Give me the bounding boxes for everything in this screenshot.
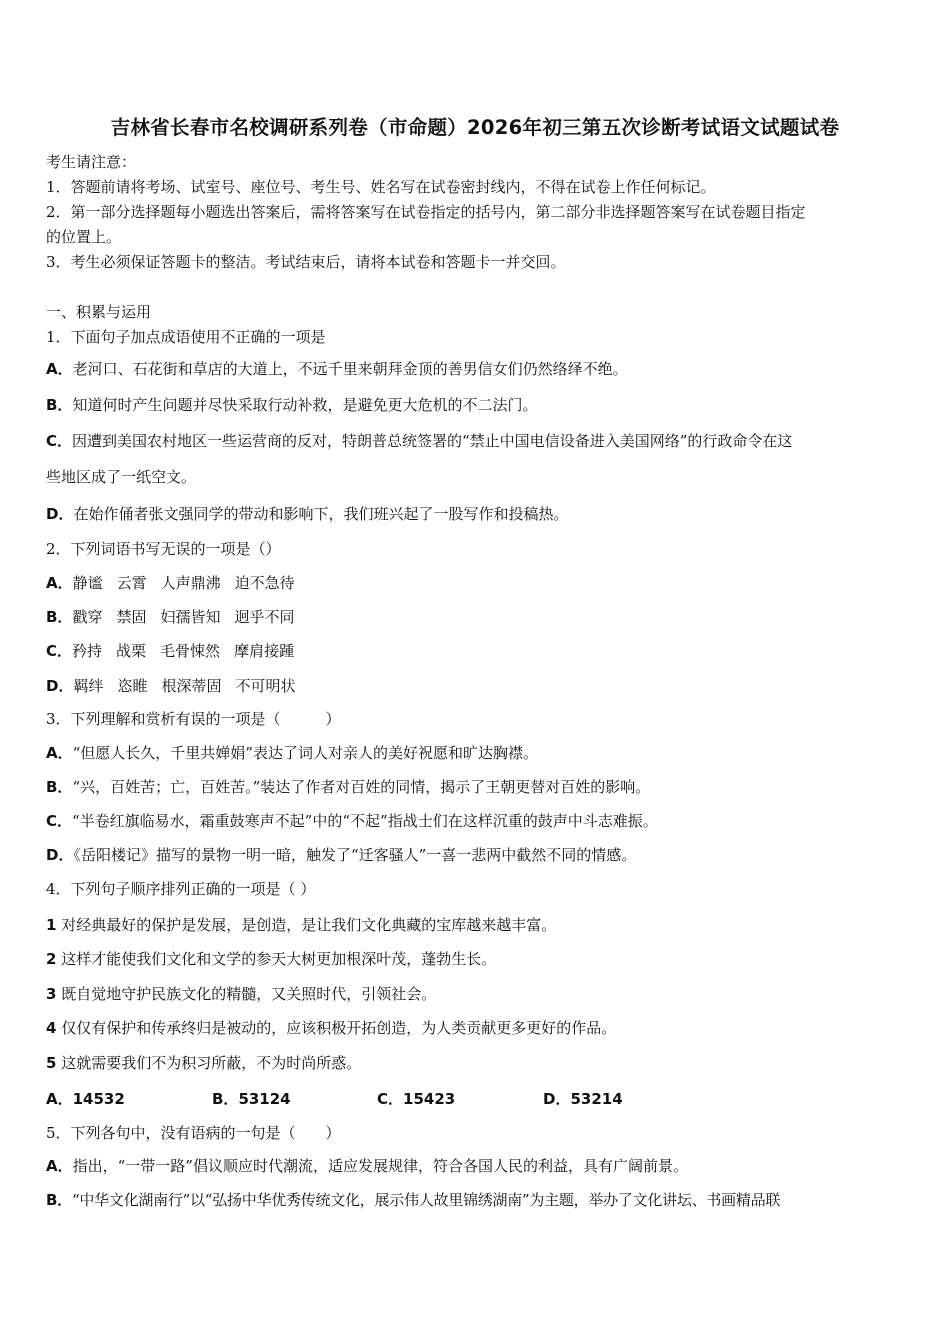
q1-option-c-cont: 些地区成了一纸空文。	[46, 468, 197, 486]
word: 毛骨悚然	[160, 642, 221, 660]
word: 恣睢	[117, 677, 148, 695]
word: 羁绊	[73, 677, 104, 695]
word: 云霄	[116, 574, 147, 592]
q4-stem: 4．下列句子顺序排列正确的一项是（ ）	[46, 880, 316, 898]
q3-option-d	[46, 845, 636, 865]
option-text: 老河口、石花街和草店的大道上，不远千里来朝拜金顶的善男信女们仍然络绎不绝。	[72, 360, 628, 378]
option-label: B．	[46, 396, 73, 414]
sentence-text: 这样才能使我们文化和文学的参天大树更加根深叶茂，蓬勃生长。	[61, 950, 497, 968]
option-label: B．	[46, 778, 73, 796]
q4-option-b	[212, 1088, 291, 1109]
option-label: A．	[46, 1090, 73, 1108]
q1-option-a	[46, 359, 628, 379]
word: 根深蒂固	[161, 677, 222, 695]
notice-item-2-cont: 的位置上。	[46, 228, 122, 246]
option-value: 53124	[238, 1090, 291, 1108]
q3-option-b	[46, 777, 650, 797]
q4-option-c	[377, 1088, 455, 1109]
q1-option-b	[46, 395, 537, 415]
section-heading: 一、积累与运用	[46, 303, 152, 321]
option-text: 因遭到美国农村地区一些运营商的反对，特朗普总统签署的“禁止中国电信设备进入美国网络”的行政命令在这	[72, 432, 793, 450]
option-label: D．	[46, 505, 74, 523]
word: 戳穿	[72, 608, 103, 626]
q4-sentence-1	[46, 915, 556, 935]
option-label: C．	[46, 642, 73, 660]
option-label: B．	[46, 1191, 72, 1209]
sentence-text: 既自觉地守护民族文化的精髓，又关照时代，引领社会。	[61, 985, 437, 1003]
option-text: 《岳阳楼记》描写的景物一明一暗，触发了“迁客骚人”一喜一悲两中截然不同的情感。	[73, 846, 637, 864]
word: 妇孺皆知	[160, 608, 221, 626]
word: 静谧	[72, 574, 103, 592]
q2-option-d	[46, 676, 296, 696]
q2-option-a	[46, 573, 295, 593]
sentence-text: 对经典最好的保护是发展，是创造，是让我们文化典藏的宝库越来越丰富。	[61, 916, 557, 934]
q4-sentence-5	[46, 1053, 361, 1073]
sentence-number: 1	[46, 916, 57, 934]
q4-sentence-4	[46, 1018, 616, 1038]
option-label: B．	[46, 608, 73, 626]
q2-stem: 2．下列词语书写无误的一项是（）	[46, 540, 281, 558]
option-label: A．	[46, 1157, 73, 1175]
option-text: “但愿人长久，千里共婵娟”表达了词人对亲人的美好祝愿和旷达胸襟。	[72, 744, 538, 762]
page-title: 吉林省长春市名校调研系列卷（市命题）2026年初三第五次诊断考试语文试题试卷	[110, 116, 840, 139]
q3-option-a	[46, 743, 538, 763]
q1-stem: 1．下面句子加点成语使用不正确的一项是	[46, 328, 326, 346]
option-text: 知道何时产生问题并尽快采取行动补救，是避免更大危机的不二法门。	[72, 396, 538, 414]
q3-stem: 3．下列理解和赏析有误的一项是（ ）	[46, 710, 341, 728]
q5-option-a	[46, 1156, 688, 1176]
notice-item-2: 2．第一部分选择题每小题选出答案后，需将答案写在试卷指定的括号内，第二部分非选择题答案写在试卷题目指定	[46, 203, 806, 221]
word: 迥乎不同	[234, 608, 295, 626]
option-label: A．	[46, 360, 73, 378]
word: 不可明状	[235, 677, 296, 695]
option-text: “兴，百姓苦；亡，百姓苦。”装达了作者对百姓的同情，揭示了王朝更替对百姓的影响。	[72, 778, 651, 796]
option-label: D．	[543, 1090, 571, 1108]
option-label: A．	[46, 744, 73, 762]
word: 战栗	[116, 642, 147, 660]
option-text: “中华文化湖南行”以“弘扬中华优秀传统文化，展示伟人故里锦绣湖南”为主题，举办了文化讲坛、书画精品联	[71, 1191, 781, 1209]
option-text: 指出，“一带一路”倡议顺应时代潮流，适应发展规律，符合各国人民的利益，具有广阔前景。	[72, 1157, 688, 1175]
q2-option-c	[46, 641, 294, 661]
q1-option-d	[46, 504, 568, 524]
option-value: 14532	[72, 1090, 125, 1108]
q4-option-d	[543, 1088, 623, 1109]
notice-heading: 考生请注意：	[46, 153, 137, 171]
option-label: A．	[46, 574, 73, 592]
sentence-number: 5	[46, 1054, 57, 1072]
q4-option-a	[46, 1088, 125, 1109]
option-label: D．	[46, 846, 74, 864]
option-value: 53214	[570, 1090, 623, 1108]
option-label: D．	[46, 677, 74, 695]
option-label: C．	[377, 1090, 404, 1108]
word: 摩肩接踵	[234, 642, 295, 660]
word: 矜持	[72, 642, 103, 660]
q4-sentence-2	[46, 949, 496, 969]
q3-option-c	[46, 811, 658, 831]
option-label: C．	[46, 432, 73, 450]
option-text: 在始作俑者张文强同学的带动和影响下，我们班兴起了一股写作和投稿热。	[73, 505, 569, 523]
option-text: “半卷红旗临易水，霜重鼓寒声不起”中的“不起”指战士们在这样沉重的鼓声中斗志难振。	[72, 812, 658, 830]
q5-option-b	[46, 1190, 780, 1210]
notice-item-3: 3．考生必须保证答题卡的整洁。考试结束后，请将本试卷和答题卡一并交回。	[46, 253, 566, 271]
sentence-number: 4	[46, 1019, 57, 1037]
q2-option-b	[46, 607, 295, 627]
word: 禁固	[116, 608, 147, 626]
sentence-text: 这就需要我们不为积习所蔽，不为时尚所惑。	[61, 1054, 362, 1072]
option-label: B．	[212, 1090, 239, 1108]
q4-sentence-3	[46, 984, 436, 1004]
sentence-number: 3	[46, 985, 57, 1003]
sentence-number: 2	[46, 950, 57, 968]
sentence-text: 仅仅有保护和传承终归是被动的，应该积极开拓创造，为人类贡献更多更好的作品。	[61, 1019, 617, 1037]
q1-option-c	[46, 431, 792, 451]
notice-item-1: 1．答题前请将考场、试室号、座位号、考生号、姓名写在试卷密封线内，不得在试卷上作任何标记。	[46, 178, 716, 196]
q5-stem: 5．下列各句中，没有语病的一句是（ ）	[46, 1124, 341, 1142]
option-label: C．	[46, 812, 73, 830]
word: 迫不急待	[234, 574, 295, 592]
option-value: 15423	[403, 1090, 456, 1108]
word: 人声鼎沸	[160, 574, 221, 592]
